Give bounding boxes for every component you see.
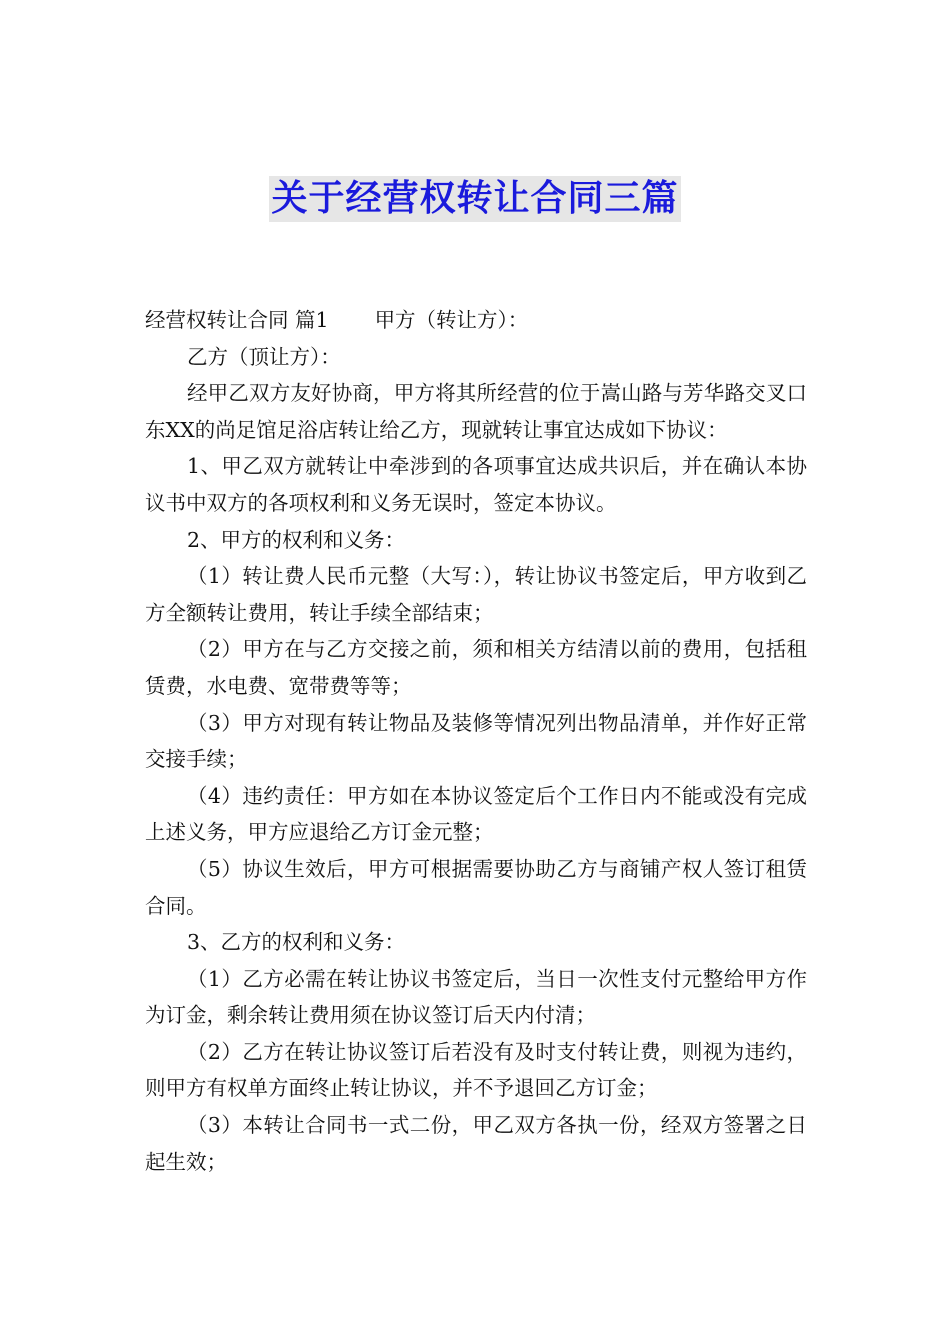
paragraph: （1）乙方必需在转让协议书签定后，当日一次性支付元整给甲方作为订金，剩余转让费用须在协议签订后天内付清； xyxy=(145,966,807,1028)
paragraph: 经甲乙双方友好协商，甲方将其所经营的位于嵩山路与芳华路交叉口东XX的尚足馆足浴店转让给乙方，现就转让事宜达成如下协议： xyxy=(145,381,807,442)
document-title: 关于经营权转让合同三篇 xyxy=(269,176,680,222)
section-heading-line xyxy=(145,302,807,339)
paragraph: 3、乙方的权利和义务： xyxy=(187,930,406,955)
paragraph: 1、甲乙双方就转让中牵涉到的各项事宜达成共识后，并在确认本协议书中双方的各项权利和义务无误时，签定本协议。 xyxy=(145,454,807,515)
paragraph: （1）转让费人民币元整（大写：），转让协议书签定后，甲方收到乙方全额转让费用，转让手续全部结束； xyxy=(145,564,807,625)
document-body xyxy=(145,302,807,1180)
party-b-label: 乙方（顶让方）： xyxy=(187,344,341,369)
section-heading: 经营权转让合同 篇1 xyxy=(145,308,329,332)
paragraph: （5）协议生效后，甲方可根据需要协助乙方与商铺产权人签订租赁合同。 xyxy=(145,856,807,918)
paragraph: （2）乙方在转让协议签订后若没有及时支付转让费，则视为违约，则甲方有权单方面终止转让协议，并不予退回乙方订金； xyxy=(145,1039,807,1101)
paragraph: （3）本转让合同书一式二份，甲乙双方各执一份，经双方签署之日起生效； xyxy=(145,1113,807,1174)
party-a-label: 甲方（转让方）： xyxy=(374,308,529,332)
title-container xyxy=(0,176,950,222)
paragraph: （3）甲方对现有转让物品及装修等情况列出物品清单，并作好正常交接手续； xyxy=(145,710,807,772)
paragraph: （2）甲方在与乙方交接之前，须和相关方结清以前的费用，包括租赁费，水电费、宽带费等等； xyxy=(145,637,807,698)
paragraph: 2、甲方的权利和义务： xyxy=(187,527,406,552)
paragraph: （4）违约责任：甲方如在本协议签定后个工作日内不能或没有完成上述义务，甲方应退给乙方订金元整； xyxy=(145,783,807,845)
